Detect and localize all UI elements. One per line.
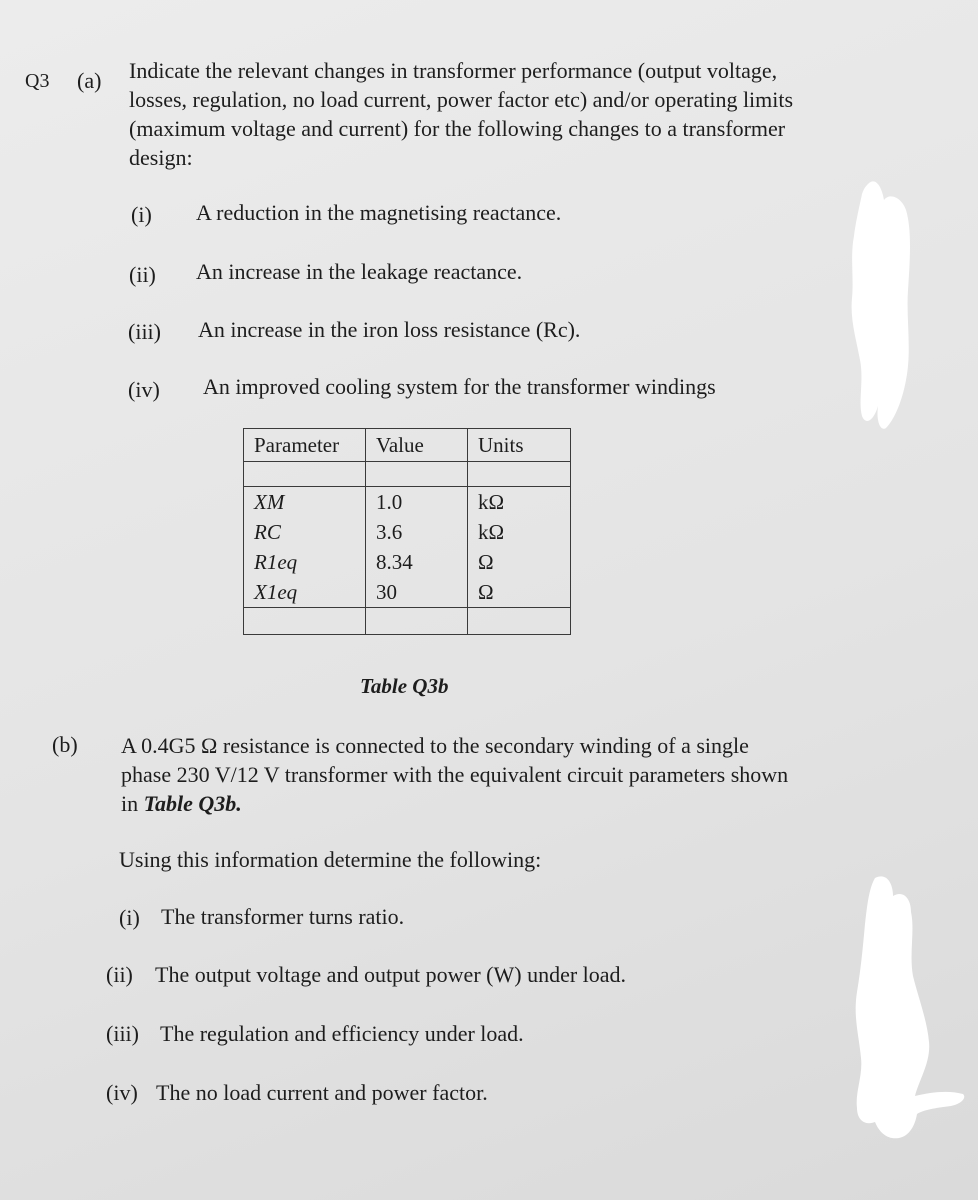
part-b-item-4-num: (iv) xyxy=(106,1080,138,1105)
table-reference: Table Q3b. xyxy=(143,791,242,816)
part-a-item-3-num: (iii) xyxy=(128,319,161,344)
value-xm: 1.0 xyxy=(376,490,403,514)
part-b-label: (b) xyxy=(52,732,78,757)
part-b-item-1-text: The transformer turns ratio. xyxy=(161,904,405,929)
table-data-row xyxy=(244,487,571,608)
param-r1eq xyxy=(254,547,355,577)
part-b-lead: Using this information determine the following: xyxy=(119,847,542,872)
part-a-intro-line-3: (maximum voltage and current) for the following changes to a transformer xyxy=(129,116,786,141)
part-a-item-1-text: A reduction in the magnetising reactance. xyxy=(196,200,562,225)
unit-x1eq: Ω xyxy=(478,580,494,604)
table-header-parameter: Parameter xyxy=(244,429,366,462)
part-a-intro-line-2: losses, regulation, no load current, power factor etc) and/or operating limits xyxy=(129,87,794,112)
part-b-intro xyxy=(121,731,895,818)
param-symbol: R1eq xyxy=(254,550,298,574)
table-parameter-column xyxy=(244,487,366,608)
param-xm xyxy=(254,487,355,517)
correction-blob-top xyxy=(820,170,930,440)
value-r1eq: 8.34 xyxy=(376,550,413,574)
value-rc: 3.6 xyxy=(376,520,403,544)
param-symbol: RC xyxy=(254,520,281,544)
table-empty-row xyxy=(244,608,571,635)
table-header-units: Units xyxy=(468,429,571,462)
intro-text: Indicate the relevant changes in transformer performance (output voltage, xyxy=(129,58,778,83)
part-a-label: (a) xyxy=(77,68,102,93)
param-x1eq xyxy=(254,577,355,607)
part-b-item-2-num: (ii) xyxy=(106,962,133,987)
part-b-intro-line-3 xyxy=(121,789,895,818)
table-header-value: Value xyxy=(366,429,468,462)
correction-blob-bottom xyxy=(835,870,970,1145)
param-symbol: X1eq xyxy=(254,580,298,604)
part-a-item-4-text: An improved cooling system for the transformer windings xyxy=(203,374,716,399)
unit-r1eq: Ω xyxy=(478,550,494,574)
unit-rc: kΩ xyxy=(478,520,505,544)
part-a-intro-line-4: design: xyxy=(129,145,193,170)
part-a-intro-line-1 xyxy=(129,56,897,85)
table-caption: Table Q3b xyxy=(360,674,449,698)
part-b-intro-line-1: A 0.4G5 Ω resistance is connected to the secondary winding of a single xyxy=(121,733,749,758)
table-value-column xyxy=(366,487,468,608)
part-b-intro-line-2: phase 230 V/12 V transformer with the equivalent circuit parameters shown xyxy=(121,762,789,787)
part-a-item-3-text: An increase in the iron loss resistance (Rc). xyxy=(198,317,581,342)
part-a-item-4-num: (iv) xyxy=(128,377,160,402)
part-b-item-4-text: The no load current and power factor. xyxy=(156,1080,488,1105)
part-b-item-3-text: The regulation and efficiency under load. xyxy=(160,1021,524,1046)
part-a-item-2-num: (ii) xyxy=(129,262,156,287)
unit-xm: kΩ xyxy=(478,490,505,514)
part-a-intro xyxy=(129,56,897,172)
value-x1eq: 30 xyxy=(376,580,397,604)
param-symbol: XM xyxy=(254,490,285,514)
part-a-item-2-text: An increase in the leakage reactance. xyxy=(196,259,523,284)
table-units-column xyxy=(468,487,571,608)
table-header-row xyxy=(244,429,571,462)
parameters-table xyxy=(243,428,571,635)
part-b-item-3-num: (iii) xyxy=(106,1021,139,1046)
part-b-item-2-text: The output voltage and output power (W) under load. xyxy=(155,962,627,987)
part-b-item-1-num: (i) xyxy=(119,905,140,930)
param-rc xyxy=(254,517,355,547)
table-spacer-row xyxy=(244,462,571,487)
question-number: Q3 xyxy=(25,70,50,92)
intro-text: in xyxy=(121,791,139,816)
part-a-item-1-num: (i) xyxy=(131,202,152,227)
